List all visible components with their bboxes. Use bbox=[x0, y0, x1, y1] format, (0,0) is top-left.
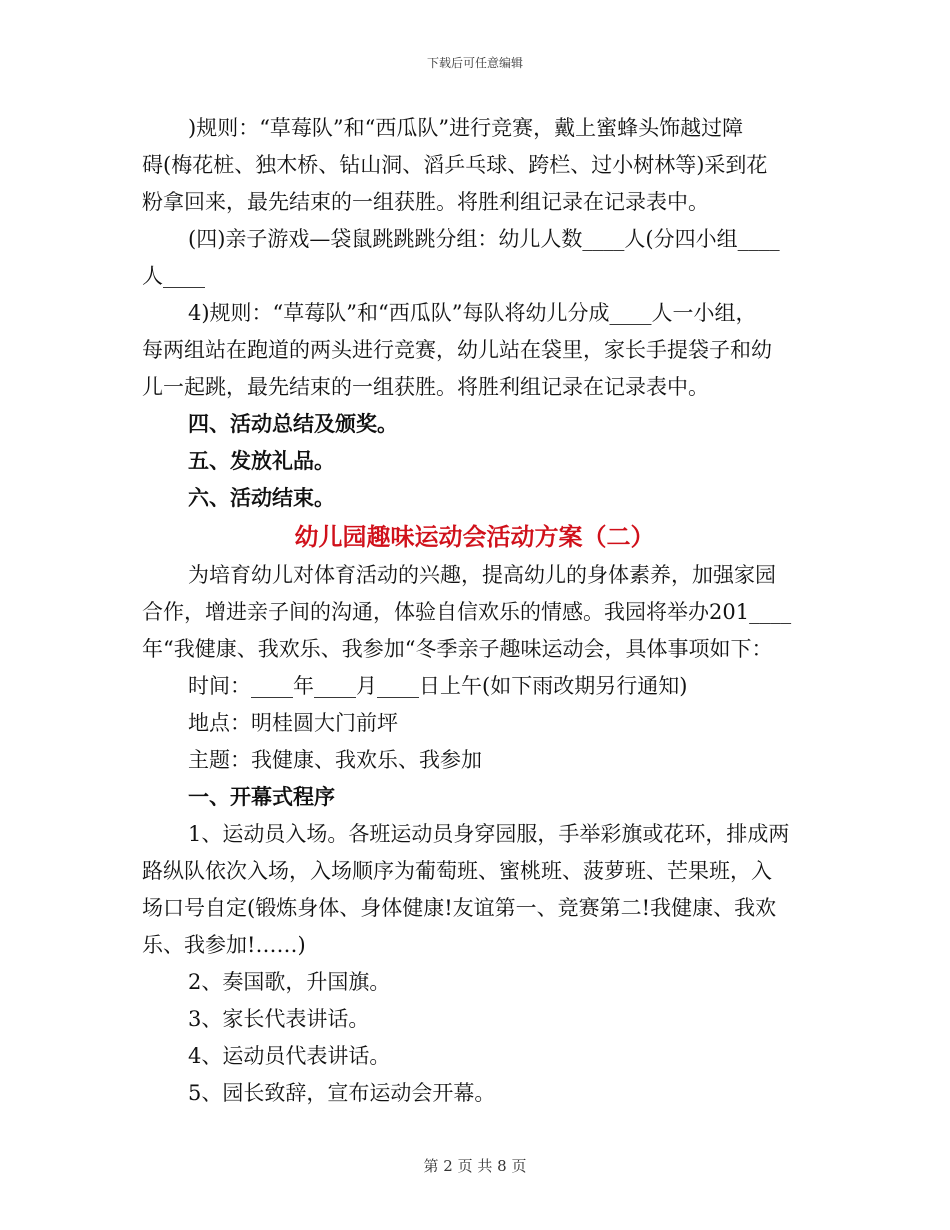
event-time: 时间：____年____月____日上午(如下雨改期另行通知) bbox=[188, 674, 688, 698]
list-item: 4、运动员代表讲话。 bbox=[188, 1044, 391, 1068]
paragraph-line: 人____ bbox=[142, 264, 205, 288]
paragraph-line: 每两组站在跑道的两头进行竞赛，幼儿站在袋里，家长手提袋子和幼 bbox=[142, 338, 772, 362]
list-item-continuation: 乐、我参加!……) bbox=[142, 933, 306, 957]
paragraph-line: 为培育幼儿对体育活动的兴趣，提高幼儿的身体素养，加强家园 bbox=[188, 563, 776, 587]
section-heading: 五、发放礼品。 bbox=[188, 449, 335, 473]
list-item: 1、运动员入场。各班运动员身穿园服，手举彩旗或花环，排成两 bbox=[188, 822, 790, 846]
paragraph-line: (四)亲子游戏—袋鼠跳跳跳分组：幼儿人数____人(分四小组____ bbox=[188, 227, 780, 251]
event-theme: 主题：我健康、我欢乐、我参加 bbox=[188, 748, 482, 772]
paragraph-line: 碍(梅花桩、独木桥、钻山洞、滔乒乓球、跨栏、过小树林等)采到花 bbox=[142, 153, 768, 177]
paragraph-line: 儿一起跳，最先结束的一组获胜。将胜利组记录在记录表中。 bbox=[142, 375, 709, 399]
section-heading: 四、活动总结及颁奖。 bbox=[188, 412, 398, 436]
paragraph-line: 4)规则：“草莓队”和“西瓜队”每队将幼儿分成____人一小组， bbox=[188, 301, 757, 325]
list-item-continuation: 路纵队依次入场，入场顺序为葡萄班、蜜桃班、菠萝班、芒果班，入 bbox=[142, 859, 772, 883]
page-number: 第 2 页 共 8 页 bbox=[423, 1157, 527, 1175]
section-heading: 一、开幕式程序 bbox=[188, 785, 335, 809]
list-item-continuation: 场口号自定(锻炼身体、身体健康!友谊第一、竞赛第二!我健康、我欢 bbox=[142, 896, 777, 920]
paragraph-line: 粉拿回来，最先结束的一组获胜。将胜利组记录在记录表中。 bbox=[142, 190, 709, 214]
paragraph-line: )规则：“草莓队”和“西瓜队”进行竞赛，戴上蜜蜂头饰越过障 bbox=[188, 116, 744, 140]
list-item: 3、家长代表讲话。 bbox=[188, 1007, 370, 1031]
event-place: 地点：明桂圆大门前坪 bbox=[188, 711, 398, 735]
section-heading: 六、活动结束。 bbox=[188, 486, 335, 510]
list-item: 2、奏国歌，升国旗。 bbox=[188, 970, 391, 994]
paragraph-line: 年“我健康、我欢乐、我参加“冬季亲子趣味运动会，具体事项如下： bbox=[142, 637, 773, 661]
page-header: 下载后可任意编辑 bbox=[426, 56, 523, 70]
paragraph-line: 合作，增进亲子间的沟通，体验自信欢乐的情感。我园将举办201____ bbox=[142, 600, 792, 624]
document-body bbox=[142, 110, 807, 1112]
document-title: 幼儿园趣味运动会活动方案（二） bbox=[294, 522, 655, 551]
list-item: 5、园长致辞，宣布运动会开幕。 bbox=[188, 1081, 496, 1105]
